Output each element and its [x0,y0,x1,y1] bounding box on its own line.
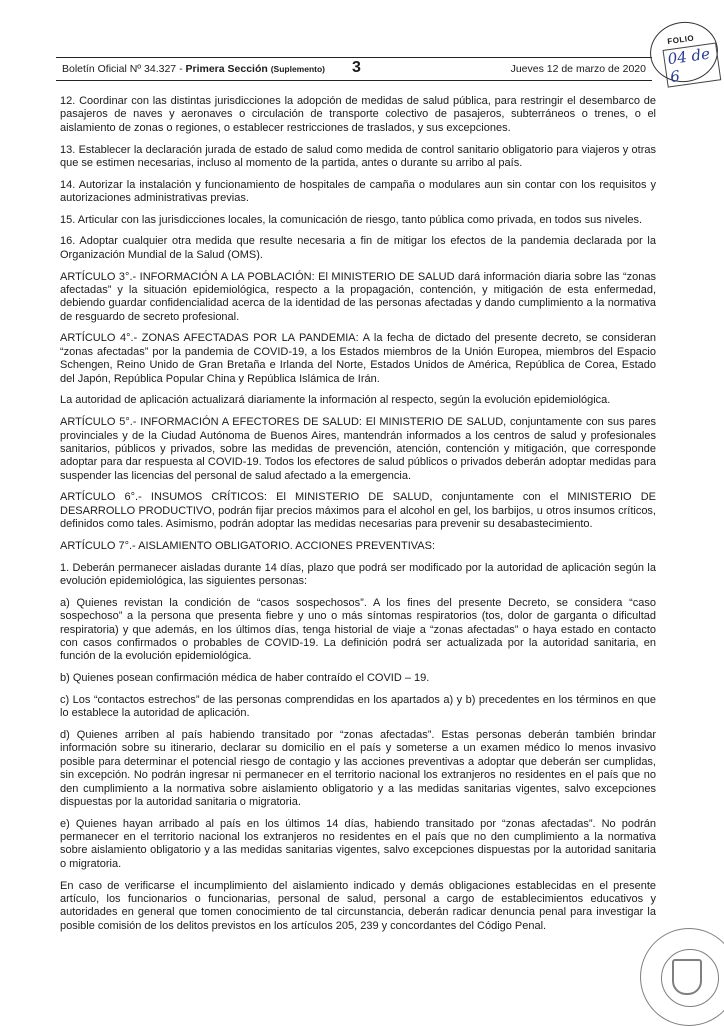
header-section: Primera Sección [185,63,268,75]
article-7-heading: ARTÍCULO 7°.- AISLAMIENTO OBLIGATORIO. ACCIONES PREVENTIVAS: [60,539,436,552]
paragraph: En caso de verificarse el incumplimiento del aislamiento indicado y demás obligaciones establecidas en el presente artículo, los funcionarios o funcionarias, personal de salud, personal a cargo de establecimientos educativos y autoridades en general que tomen conocimiento de tal circunstancia, deberán radicar denuncia penal para investigar la posible comisión de los delitos previstos en los artículos 205, 239 y concordantes del Código Penal. [60,879,656,932]
header-publication [62,63,325,75]
paragraph: 15. Articular con las jurisdicciones locales, la comunicación de riesgo, tanto pública como privada, en todos sus niveles. [60,213,643,226]
shield-icon [672,959,702,995]
header-supplement: (Suplemento) [270,64,326,74]
article-4: ARTÍCULO 4°.- ZONAS AFECTADAS POR LA PANDEMIA: A la fecha de dictado del presente decreto, se consideran “zonas afectadas” por la pandemia de COVID-19, a los Estados miembros de la Unión Europea, miembros del Espacio Schengen, Reino Unido de Gran Bretaña e Irlanda del Norte, Estados Unidos de América, República de Corea, Estado del Japón, República Popular China y República Islámica de Irán. [60,332,656,385]
paragraph: La autoridad de aplicación actualizará diariamente la información al respecto, según la evolución epidemiológica. [60,394,611,407]
article-3: ARTÍCULO 3°.- INFORMACIÓN A LA POBLACIÓN: El MINISTERIO DE SALUD dará información diaria sobre las “zonas afectadas” y la situación epidemiológica, respecto a la propagación, contención, y mitigación de esta enfermedad, debiendo guardar confidencialidad acerca de la identidad de las personas afectadas y dando cumplimiento a la normativa de resguardo de secreto profesional. [60,270,656,323]
bulletin-header [56,57,652,81]
article-6: ARTÍCULO 6°.- INSUMOS CRÍTICOS: El MINISTERIO DE SALUD, conjuntamente con el MINISTERIO DE DESARROLLO PRODUCTIVO, podrán fijar precios máximos para el alcohol en gel, los barbijos, u otros insumos críticos, definidos como tales. Asimismo, podrán adoptar las medidas necesarias para prevenir su desabastecimiento. [60,491,656,531]
paragraph: 12. Coordinar con las distintas jurisdicciones la adopción de medidas de salud pública, para restringir el desembarco de pasajeros de naves y aeronaves o circulación de transporte colectivo de pasajeros, subterráneos o trenes, o el aislamiento de zonas o regiones, o establecer restricciones de traslados, y sus excepciones. [60,95,656,134]
article-5: ARTÍCULO 5°.- INFORMACIÓN A EFECTORES DE SALUD: El MINISTERIO DE SALUD, conjuntamente con sus pares provinciales y de la Ciudad Autónoma de Buenos Aires, mantendrán informados a los centros de salud y profesionales sanitarios, públicos y privados, sobre las medidas de prevención, atención, contención y mitigación, que corresponde adoptar para dar respuesta al COVID-19. Todos los efectores de salud públicos o privados deberán adoptar medidas para suspender las licencias del personal de salud afectado a la emergencia. [60,416,656,482]
item-a: a) Quienes revistan la condición de “casos sospechosos”. A los fines del presente Decreto, se considera “caso sospechoso” a la persona que presenta fiebre y uno o más síntomas respiratorios (tos, dolor de garganta o dificultad respiratoria) y que además, en los últimos días, tenga historial de viaje a “zonas afectadas” o haya estado en contacto con casos confirmados o probables de COVID-19. La definición podrá ser actualizada por la autoridad sanitaria, en función de la evolución epidemiológica. [60,596,656,663]
folio-stamp [646,18,722,87]
item-b: b) Quienes posean confirmación médica de haber contraído el COVID – 19. [60,672,430,685]
paragraph: 14. Autorizar la instalación y funcionamiento de hospitales de campaña o modulares aun sin contar con los requisitos y autorizaciones administrativas previas. [60,178,656,205]
item-e: e) Quienes hayan arribado al país en los últimos 14 días, habiendo transitado por “zonas afectadas”. No podrán permanecer en el territorio nacional los extranjeros no residentes en el país que no den cumplimiento a la normativa sobre aislamiento obligatorio y a las medidas sanitarias vigentes, salvo excepciones dispuestas por la autoridad sanitaria o migratoria. [60,817,656,870]
folio-number: 04 de 6 [663,42,722,87]
document-body [60,95,656,941]
municipal-seal [640,928,724,1026]
paragraph: 1. Deberán permanecer aisladas durante 14 días, plazo que podrá ser modificado por la autoridad de aplicación según la evolución epidemiológica, las siguientes personas: [60,561,656,588]
page-number: 3 [352,59,361,76]
header-issue: Boletín Oficial Nº 34.327 - [62,63,186,75]
header-date: Jueves 12 de marzo de 2020 [510,63,646,75]
item-c: c) Los “contactos estrechos” de las personas comprendidas en los apartados a) y b) precedentes en los términos en que lo establece la autoridad de aplicación. [60,693,656,720]
folio-label: FOLIO [666,33,695,47]
paragraph: 16. Adoptar cualquier otra medida que resulte necesaria a fin de mitigar los efectos de la pandemia declarada por la Organización Mundial de la Salud (OMS). [60,235,656,261]
item-d: d) Quienes arriben al país habiendo transitado por “zonas afectadas”. Estas personas deberán también brindar información sobre su itinerario, declarar su domicilio en el país y someterse a un examen médico lo menos invasivo posible para determinar el potencial riesgo de contagio y las acciones preventivas a adoptar que deberán ser cumplidas, sin excepción. No podrán ingresar ni permanecer en el territorio nacional los extranjeros no residentes en el país que no den cumplimiento a la normativa sobre aislamiento obligatorio y a las medidas sanitarias vigentes, salvo excepciones dispuestas por la autoridad sanitaria o migratoria. [60,728,656,808]
paragraph: 13. Establecer la declaración jurada de estado de salud como medida de control sanitario obligatorio para viajeros y otras que se estimen necesarias, incluso al momento de la partida, antes o durante su arribo al país. [60,143,656,169]
